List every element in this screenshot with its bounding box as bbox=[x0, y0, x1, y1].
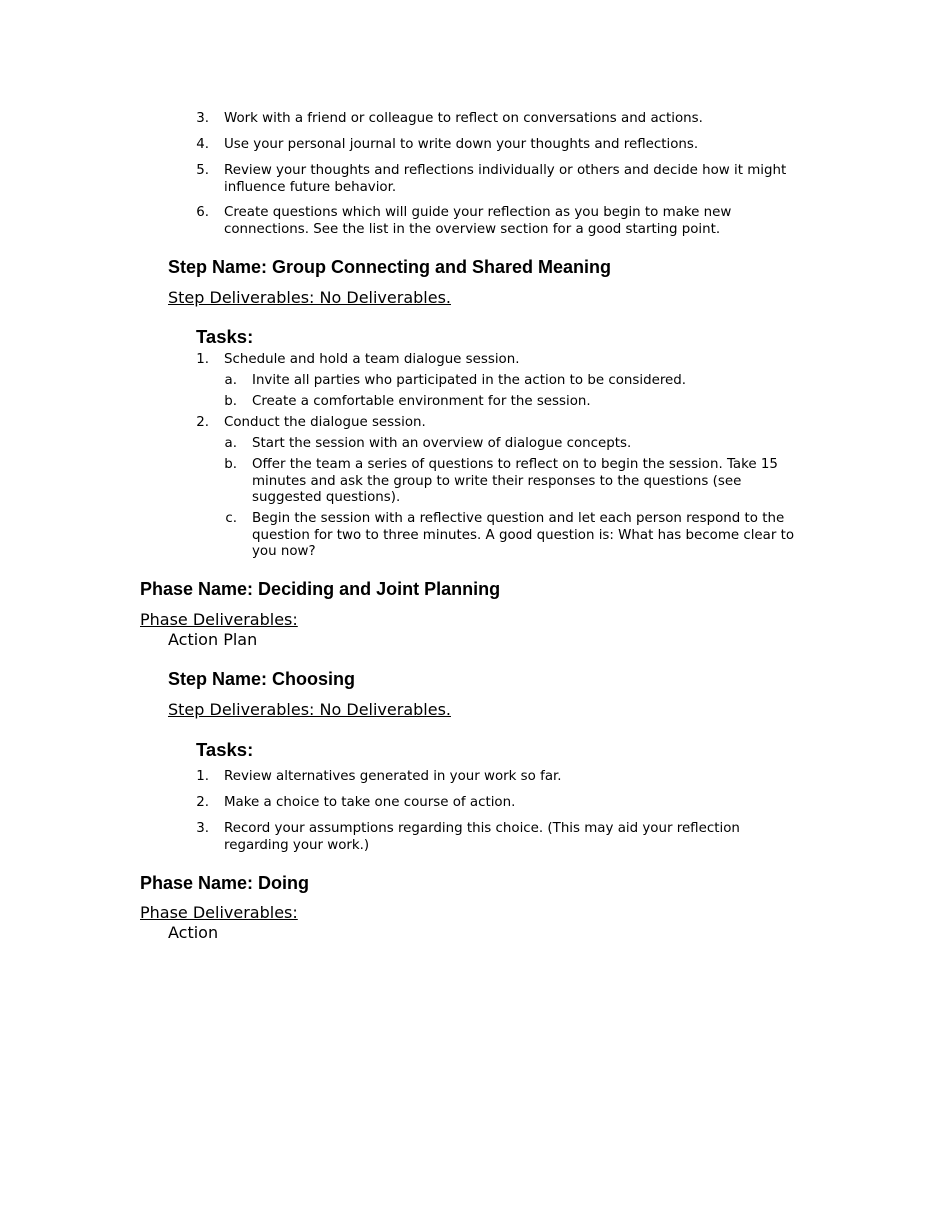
phase-deliverables-label: Phase Deliverables: bbox=[140, 903, 298, 922]
list-text: Use your personal journal to write down your thoughts and reflections. bbox=[224, 137, 699, 152]
task-text: Review alternatives generated in your work so far. bbox=[224, 769, 562, 784]
subtask-text: suggested questions). bbox=[252, 490, 401, 505]
phase-deliverables-label: Phase Deliverables: bbox=[140, 610, 298, 629]
subtask-text: minutes and ask the group to write their responses to the questions (see bbox=[252, 473, 742, 489]
list-text: influence future behavior. bbox=[224, 179, 397, 195]
list-text: connections. See the list in the overview section for a good starting point. bbox=[224, 221, 721, 237]
phase-title: Phase Name: Deciding and Joint Planning bbox=[140, 579, 501, 599]
list-number: 3. bbox=[196, 111, 209, 126]
subtask-letter: a. bbox=[224, 436, 237, 451]
step-title: Step Name: Group Connecting and Shared Meaning bbox=[168, 257, 612, 277]
subtask-text: Invite all parties who participated in the action to be considered. bbox=[252, 373, 687, 388]
task-number: 2. bbox=[196, 415, 209, 430]
step-deliverables: Step Deliverables: No Deliverables. bbox=[168, 288, 451, 307]
phase-deliverable: Action bbox=[168, 923, 219, 942]
phase-deliverable: Action Plan bbox=[168, 630, 258, 649]
list-number: 6. bbox=[196, 205, 209, 220]
list-text: Work with a friend or colleague to reflect on conversations and actions. bbox=[224, 111, 703, 126]
subtask-text: question for two to three minutes. A good question is: What has become clear to bbox=[252, 527, 795, 543]
task-number: 2. bbox=[196, 795, 209, 810]
list-number: 5. bbox=[196, 163, 209, 178]
subtask-letter: b. bbox=[224, 394, 237, 409]
subtask-text: Offer the team a series of questions to reflect on to begin the session. Take 15 bbox=[252, 457, 778, 472]
step-deliverables: Step Deliverables: No Deliverables. bbox=[168, 700, 451, 719]
subtask-text: you now? bbox=[252, 544, 316, 559]
subtask-text: Start the session with an overview of dialogue concepts. bbox=[252, 436, 632, 451]
task-number: 1. bbox=[196, 769, 209, 784]
subtask-letter: a. bbox=[224, 373, 237, 388]
subtask-letter: b. bbox=[224, 457, 237, 472]
task-text: Make a choice to take one course of action. bbox=[224, 795, 516, 810]
task-number: 1. bbox=[196, 352, 209, 367]
task-text: Conduct the dialogue session. bbox=[224, 415, 426, 430]
task-number: 3. bbox=[196, 821, 209, 836]
tasks-heading: Tasks: bbox=[196, 326, 254, 347]
list-text: Create questions which will guide your reflection as you begin to make new bbox=[224, 205, 732, 220]
task-text: Record your assumptions regarding this choice. (This may aid your reflection bbox=[224, 821, 740, 836]
subtask-text: Begin the session with a reflective question and let each person respond to the bbox=[252, 511, 785, 526]
subtask-text: Create a comfortable environment for the session. bbox=[252, 394, 591, 409]
subtask-letter: c. bbox=[225, 511, 237, 526]
list-text: Review your thoughts and reflections individually or others and decide how it might bbox=[224, 163, 787, 178]
task-text: Schedule and hold a team dialogue session. bbox=[224, 352, 520, 367]
list-number: 4. bbox=[196, 137, 209, 152]
phase-title: Phase Name: Doing bbox=[140, 873, 310, 893]
task-text: regarding your work.) bbox=[224, 837, 370, 853]
step-title: Step Name: Choosing bbox=[168, 669, 356, 689]
tasks-heading: Tasks: bbox=[196, 739, 254, 760]
